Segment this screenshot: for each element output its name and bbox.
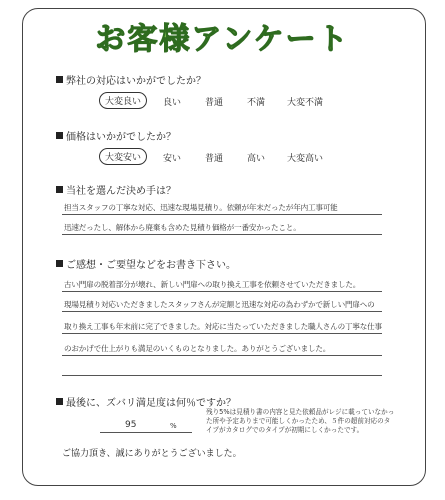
rating-options-price: [0, 151, 445, 165]
question-text: 当社を選んだ決め手は？: [66, 186, 176, 197]
rating-option[interactable]: 安い: [162, 154, 182, 164]
satisfaction-memo: 残り5%は見積り書の内容と見た依頼品がレジに載っていなかった所や予定ありまで可能しくかったため、５件の超前対応のタイプがカタログでのタイプが初期にしくかったです。: [206, 408, 395, 434]
rating-option[interactable]: 普通: [204, 98, 224, 108]
square-bullet-icon: [56, 186, 63, 193]
ruled-line: [62, 333, 382, 334]
ruled-line: [62, 291, 382, 292]
square-bullet-icon: [56, 76, 63, 83]
square-bullet-icon: [56, 260, 63, 267]
rating-option[interactable]: 大変不満: [286, 98, 324, 108]
question-text: 弊社の対応はいかがでしたか？: [66, 76, 206, 87]
question-comments: [56, 256, 236, 271]
answer-line: のおかげで仕上がりも満足のいくものとなりました。ありがとうございました。: [64, 344, 331, 353]
rating-option[interactable]: 大変安い: [99, 148, 147, 165]
rating-option[interactable]: 不満: [246, 98, 266, 108]
ruled-line: [100, 432, 192, 433]
question-text: ご感想・ご要望などをお書き下さい。: [66, 260, 236, 271]
question-reason: [56, 182, 176, 197]
answer-line: 担当スタッフの丁寧な対応、迅速な現場見積り。依頼が年末だったが年内工事可能: [64, 203, 338, 212]
satisfaction-value: 95: [125, 420, 137, 430]
answer-line: 現場見積り対応いただきましたスタッフさんが定額と迅速な対応の為わずかで新しい門扉への: [64, 300, 375, 309]
rating-option[interactable]: 良い: [162, 98, 182, 108]
rating-option[interactable]: 大変高い: [286, 154, 324, 164]
question-satisfaction: [56, 394, 236, 409]
answer-line: 迅速だったし、解体から廃棄も含めた見積り価格が一番安かったこと。: [64, 223, 301, 232]
question-price: [56, 128, 176, 143]
rating-option[interactable]: 高い: [246, 154, 266, 164]
rating-option[interactable]: 大変良い: [99, 92, 147, 109]
ruled-line: [62, 375, 382, 376]
question-text: 価格はいかがでしたか？: [66, 132, 176, 143]
ruled-line: [62, 311, 382, 312]
question-text: 最後に、ズバリ満足度は何％ですか？: [66, 398, 236, 409]
answer-line: 古い門扉の脱着部分が壊れ、新しい門扉への取り換え工事を依頼させていただきました。: [64, 280, 361, 289]
rating-option[interactable]: 普通: [204, 154, 224, 164]
satisfaction-unit: %: [170, 422, 177, 430]
question-service: [56, 72, 206, 87]
answer-line: 取り換え工事も年末前に完了できました。対応に当たっていただきました職人さんの丁寧な仕事: [64, 322, 382, 331]
ruled-line: [62, 355, 382, 356]
rating-options-service: [0, 95, 445, 109]
page-title: お客様アンケート: [95, 22, 350, 57]
ruled-line: [62, 214, 382, 215]
ruled-line: [62, 234, 382, 235]
thanks-note: ご協力頂き、誠にありがとうございました。: [62, 449, 242, 459]
square-bullet-icon: [56, 398, 63, 405]
square-bullet-icon: [56, 132, 63, 139]
